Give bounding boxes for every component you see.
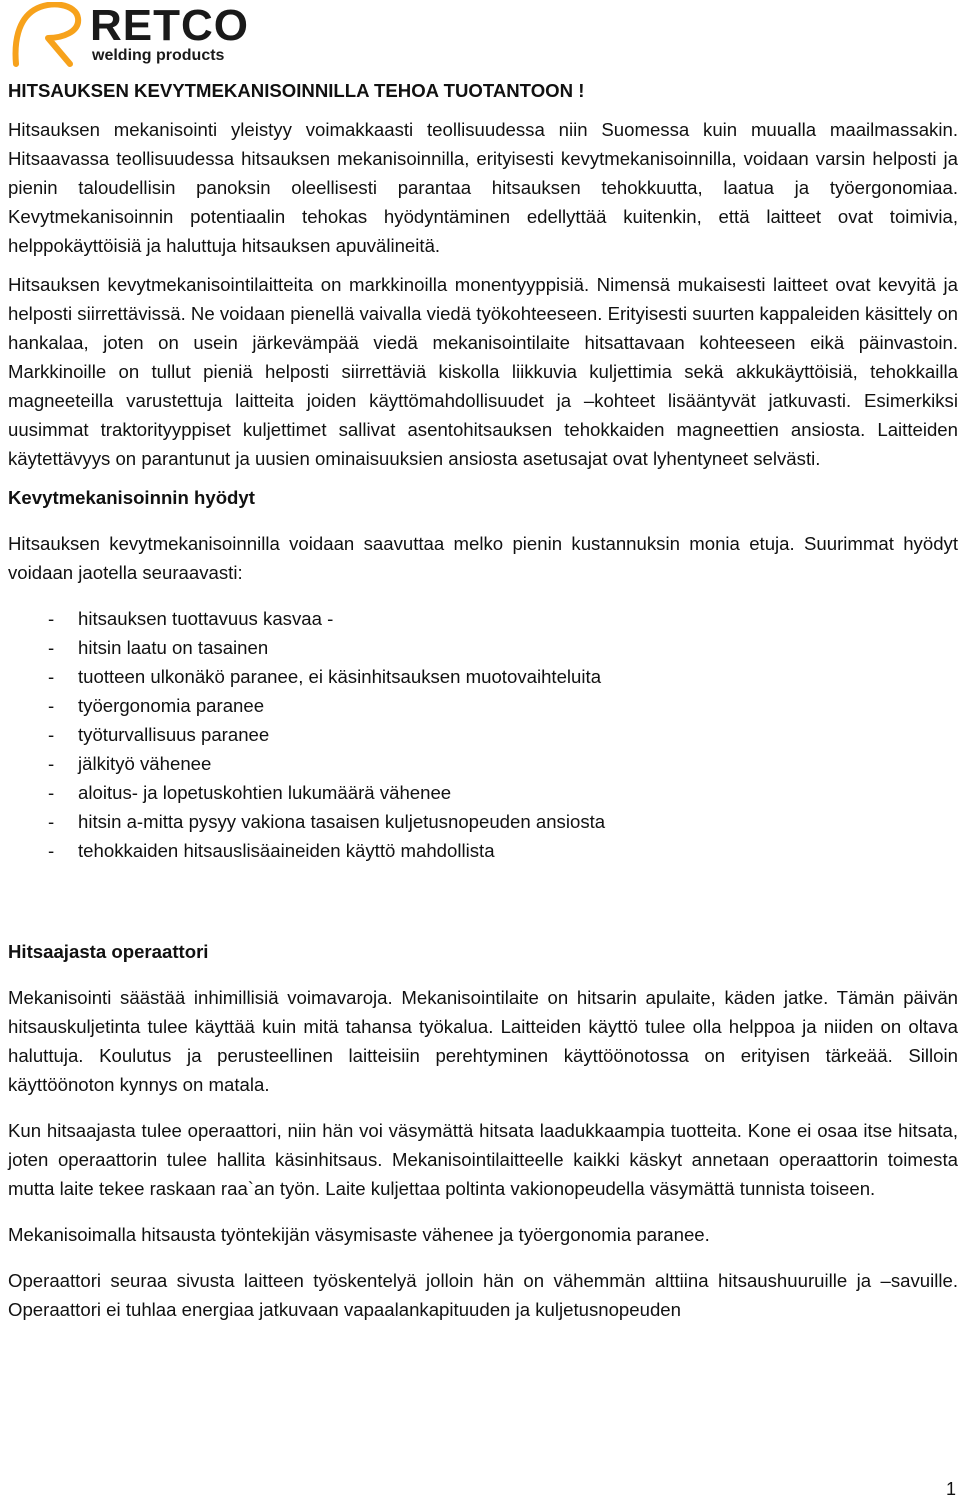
list-item-text: työturvallisuus paranee	[78, 724, 270, 745]
dash-bullet: -	[48, 753, 55, 774]
retco-swoosh-icon	[4, 2, 84, 68]
operator-heading: Hitsaajasta operaattori	[8, 941, 209, 962]
intro-paragraph-2: Hitsauksen kevytmekanisointilaitteita on markkinoilla monentyyppisiä. Nimensä mukaisesti laitteet ovat kevyitä ja helposti siirrettävissä. Ne voidaan pienellä vaivalla viedä työkohteeseen. Erityisesti suurten kappaleiden käsittely on hankalaa, joten on usein järkevämpää viedä mekanisointilaite hitsattavaan kohteeseen eikä päinvastoin. Markkinoille on tullut pieniä helposti siirrettäviä kiskolla liikkuvia kuljettimia sekä akkukäyttöisiä, tehokkailla magneeteilla varustettuja laitteita joiden käyttömahdollisuudet ja –kohteet lisääntyvät jatkuvasti. Esimerkiksi uusimmat traktorityyppiset kuljettimet sallivat asentohitsauksen tehokkaiden magneettien ansiosta. Laitteiden käytettävyys on parantunut ja uusien ominaisuuksien ansiosta asetusajat ovat lyhentyneet selvästi.	[8, 274, 958, 469]
list-item-text: tehokkaiden hitsauslisäaineiden käyttö mahdollista	[78, 840, 495, 861]
benefits-heading: Kevytmekanisoinnin hyödyt	[8, 487, 255, 508]
intro-paragraph-1: Hitsauksen mekanisointi yleistyy voimakkaasti teollisuudessa niin Suomessa kuin muualla maailmassakin. Hitsaavassa teollisuudessa hitsauksen mekanisoinnilla, erityisesti kevytmekanisoinnilla, voidaan varsin helposti ja pienin taloudellisin panoksin oleellisesti parantaa hitsauksen tehokkuutta, laatua ja työergonomiaa. Kevytmekanisoinnin potentiaalin tehokas hyödyntäminen edellyttää kuitenkin, että laitteet ovat toimivia, helppokäyttöisiä ja haluttuja hitsauksen apuvälineitä.	[8, 119, 958, 256]
dash-bullet: -	[48, 840, 55, 861]
logo-tagline: welding products	[92, 47, 225, 64]
list-item	[8, 778, 958, 807]
list-item-text: hitsin laatu on tasainen	[78, 637, 269, 658]
dash-bullet: -	[48, 811, 55, 832]
benefits-intro-paragraph: Hitsauksen kevytmekanisoinnilla voidaan saavuttaa melko pienin kustannuksin monia etuja. Suurimmat hyödyt voidaan jaotella seuraavasti:	[8, 533, 958, 583]
list-item	[8, 662, 958, 691]
document-title: HITSAUKSEN KEVYTMEKANISOINNILLA TEHOA TUOTANTOON !	[8, 80, 585, 101]
operator-paragraph-3: Mekanisoimalla hitsausta työntekijän väsymisaste vähenee ja työergonomia paranee.	[8, 1224, 710, 1245]
operator-paragraph-1: Mekanisointi säästää inhimillisiä voimavaroja. Mekanisointilaite on hitsarin apulaite, käden jatke. Tämän päivän hitsauskuljetinta tulee käyttää kuin mitä tahansa työkalua. Laitteiden käyttö tulee olla helppoa ja niiden on oltava haluttuja. Koulutus ja perusteellinen laitteisiin perehtyminen käyttöönotossa on erityisen tärkeää. Silloin käyttöönoton kynnys on matala.	[8, 987, 958, 1095]
list-item-text: tuotteen ulkonäkö paranee, ei käsinhitsauksen muotovaihteluita	[78, 666, 602, 687]
list-item-text: työergonomia paranee	[78, 695, 265, 716]
page-number: 1	[945, 1479, 956, 1499]
benefits-list	[8, 604, 958, 865]
list-item	[8, 633, 958, 662]
list-item	[8, 691, 958, 720]
dash-bullet: -	[48, 637, 55, 658]
operator-paragraph-2: Kun hitsaajasta tulee operaattori, niin hän voi väsymättä hitsata laadukkaampia tuotteita. Kone ei osaa itse hitsata, joten operaattorin tulee hallita käsinhitsaus. Mekanisointilaitteelle kaikki käskyt annetaan operaattorin toimesta mutta laite tekee raskaan raa`an työn. Laite kuljettaa poltinta vakionopeudella väsymättä tunnista toiseen.	[8, 1120, 958, 1199]
dash-bullet: -	[48, 666, 55, 687]
list-item-text: aloitus- ja lopetuskohtien lukumäärä vähenee	[78, 782, 452, 803]
dash-bullet: -	[48, 695, 55, 716]
operator-paragraph-4: Operaattori seuraa sivusta laitteen työskentelyä jolloin hän on vähemmän alttiina hitsaushuuruille ja –savuille. Operaattori ei tuhlaa energiaa jatkuvaan vapaalankapituuden ja kuljetusnopeuden	[8, 1270, 958, 1320]
dash-bullet: -	[48, 782, 55, 803]
list-item	[8, 807, 958, 836]
list-item	[8, 749, 958, 778]
dash-bullet: -	[48, 724, 55, 745]
document-body	[8, 76, 958, 1324]
list-item-text: jälkityö vähenee	[78, 753, 212, 774]
list-item	[8, 836, 958, 865]
list-item	[8, 604, 958, 633]
list-item-text: hitsin a-mitta pysyy vakiona tasaisen kuljetusnopeuden ansiosta	[78, 811, 606, 832]
retco-logo	[4, 1, 249, 68]
logo-brand: RETCO	[90, 1, 249, 50]
dash-bullet: -	[48, 608, 55, 629]
list-item-text: hitsauksen tuottavuus kasvaa -	[78, 608, 334, 629]
list-item	[8, 720, 958, 749]
